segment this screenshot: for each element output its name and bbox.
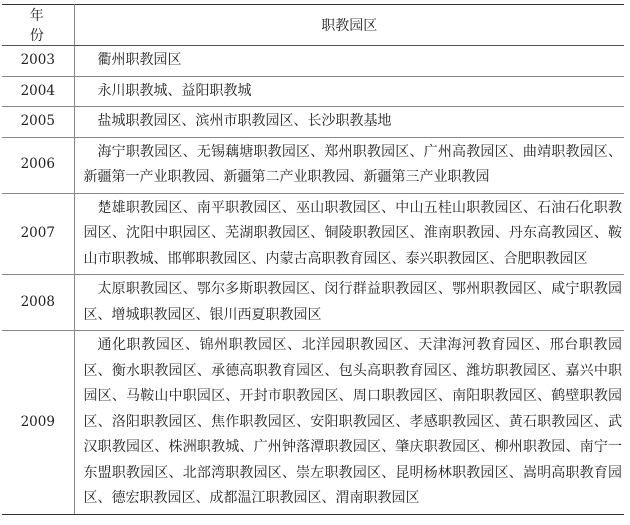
year-column-header: 年份 [2, 5, 74, 46]
year-cell: 2003 [2, 46, 74, 77]
parks-cell: 太原职教园区、鄂尔多斯职教园区、闵行群益职教园区、鄂州职教园区、咸宁职教园区、增城职教园区、银川西夏职教园区 [74, 275, 624, 331]
table-row [2, 76, 624, 107]
year-cell: 2006 [2, 137, 74, 193]
header-row [2, 5, 624, 46]
table-row [2, 193, 624, 275]
parks-cell: 盐城职教园区、滨州市职教园区、长沙职教基地 [74, 107, 624, 138]
table-row [2, 331, 624, 515]
table-row [2, 275, 624, 331]
year-cell: 2009 [2, 331, 74, 515]
year-cell: 2004 [2, 76, 74, 107]
parks-cell: 通化职教园区、锦州职教园区、北洋园职教园区、天津海河教育园区、邢台职教园区、衡水职教园区、承德高职教育园区、包头高职教育园区、潍坊职教园区、嘉兴中职园区、马鞍山中职园区、开封市职教园区、周口职教园区、南阳职教园区、鹤壁职教园区、洛阳职教园区、焦作职教园区、安阳职教园区、孝感职教园区、黄石职教园区、武汉职教园区、株洲职教城、广州钟落潭职教园区、肇庆职教园区、柳州职教园、南宁一东盟职教园区、北部湾职教园区、崇左职教园区、昆明杨林职教园区、嵩明高职教育园区、德宏职教园区、成都温江职教园区、渭南职教园区 [74, 331, 624, 515]
parks-cell: 永川职教城、益阳职教城 [74, 76, 624, 107]
table-row [2, 137, 624, 193]
year-cell: 2005 [2, 107, 74, 138]
year-cell: 2007 [2, 193, 74, 275]
table-row [2, 46, 624, 77]
parks-cell: 海宁职教园区、无锡藕塘职教园区、郑州职教园区、广州高教园区、曲靖职教园区、新疆第一产业职教园、新疆第二产业职教园、新疆第三产业职教园 [74, 137, 624, 193]
parks-column-header: 职教园区 [74, 5, 624, 46]
parks-cell: 楚雄职教园区、南平职教园区、巫山职教园区、中山五桂山职教园区、石油石化职教园区、沈阳中职园区、芜湖职教园区、铜陵职教园区、淮南职教园、丹东高教园区、鞍山市职教城、邯郸职教园区、内蒙古高职教育园区、泰兴职教园区、合肥职教园区 [74, 193, 624, 275]
parks-cell: 衢州职教园区 [74, 46, 624, 77]
table-row [2, 107, 624, 138]
year-cell: 2008 [2, 275, 74, 331]
vocational-parks-table [2, 4, 624, 515]
